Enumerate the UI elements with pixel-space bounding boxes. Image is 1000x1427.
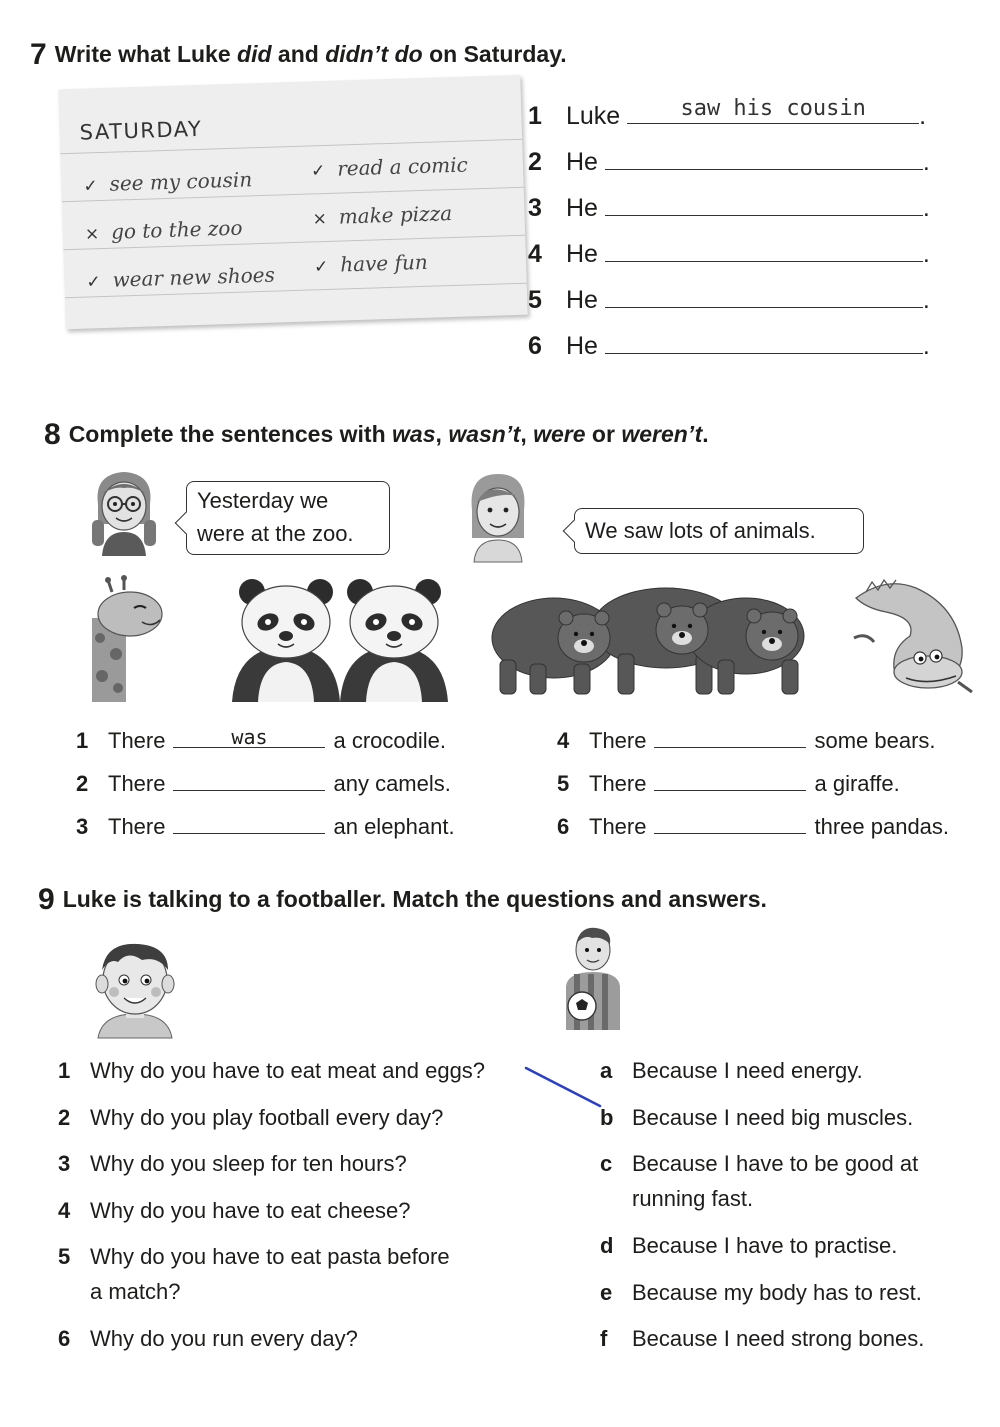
speech-bubble-2: We saw lots of animals. [574,508,864,554]
ex7-heading: 7 Write what Luke did and didn’t do on Saturday. [30,38,567,71]
saturday-note-card [58,75,527,329]
answer-c: c Because I have to be good at running fast. [600,1151,919,1211]
ex7-line-3: 3 He . [528,190,930,223]
ex9-number: 9 [38,883,55,916]
note-item: ✓ read a comic [310,152,469,182]
note-item: ✓ see my cousin [83,167,253,197]
note-item: ✓ have fun [313,249,429,278]
answer-field[interactable] [173,769,325,791]
question-6: 6 Why do you run every day? [58,1326,358,1351]
answer-field[interactable] [605,282,923,308]
ex7-line-6: 6 He . [528,328,930,361]
note-item: × make pizza [312,201,453,230]
footballer-illustration [558,926,628,1030]
ex7-line-4: 4 He . [528,236,930,269]
answer-e: e Because my body has to rest. [600,1280,922,1305]
crocodile-illustration [846,578,976,700]
answer-field[interactable] [605,328,923,354]
question-1: 1 Why do you have to eat meat and eggs? [58,1058,486,1083]
ex7-line-5: 5 He . [528,282,930,315]
answer-f: f Because I need strong bones. [600,1326,925,1351]
answer-d: d Because I have to practise. [600,1233,898,1258]
question-2: 2 Why do you play football every day? [58,1105,444,1130]
cross-icon: × [84,224,100,245]
ex8-sentence-2: 2 There any camels. [76,771,451,796]
ex8-sentence-3: 3 There an elephant. [76,814,455,839]
ex8-sentence-4: 4 There some bears. [557,728,936,753]
note-item: ✓ wear new shoes [86,262,276,293]
speech-bubble-1: Yesterday we were at the zoo. [186,481,390,555]
note-title: SATURDAY [79,116,203,145]
question-3: 3 Why do you sleep for ten hours? [58,1151,407,1176]
check-icon: ✓ [86,272,101,293]
ex7-number: 7 [30,38,47,71]
answer-field[interactable] [654,726,806,748]
answer-field[interactable]: was [173,726,325,748]
answer-field[interactable] [605,190,923,216]
ex7-line-1: 1 Luke saw his cousin . [528,96,927,130]
ex9-heading: 9 Luke is talking to a footballer. Match the questions and answers. [38,883,767,916]
answer-b: b Because I need big muscles. [600,1105,914,1130]
girl-illustration [458,466,538,562]
ex8-heading: 8 Complete the sentences with was, wasn’t, were or weren’t. [44,418,709,451]
answer-field[interactable]: saw his cousin [627,98,919,124]
answer-field[interactable] [605,236,923,262]
check-icon: ✓ [83,176,98,197]
answer-field[interactable] [173,812,325,834]
girl-with-glasses-illustration [84,464,164,556]
giraffe-illustration [90,578,170,702]
ex8-number: 8 [44,418,61,451]
answer-field[interactable] [654,769,806,791]
note-item: × go to the zoo [84,215,243,245]
ex8-sentence-5: 5 There a giraffe. [557,771,900,796]
two-pandas-illustration [228,578,452,702]
three-bears-illustration [490,580,810,700]
question-4: 4 Why do you have to eat cheese? [58,1198,411,1223]
ex8-sentence-1: 1 There was a crocodile. [76,725,446,753]
question-5: 5 Why do you have to eat pasta before a match? [58,1244,450,1304]
answer-field[interactable] [605,144,923,170]
luke-illustration [88,940,182,1038]
answer-a: a Because I need energy. [600,1058,863,1083]
answer-field[interactable] [654,812,806,834]
cross-icon: × [312,208,328,230]
check-icon: ✓ [310,160,326,182]
check-icon: ✓ [313,256,329,278]
ex8-sentence-6: 6 There three pandas. [557,814,950,839]
ex7-line-2: 2 He . [528,144,930,177]
